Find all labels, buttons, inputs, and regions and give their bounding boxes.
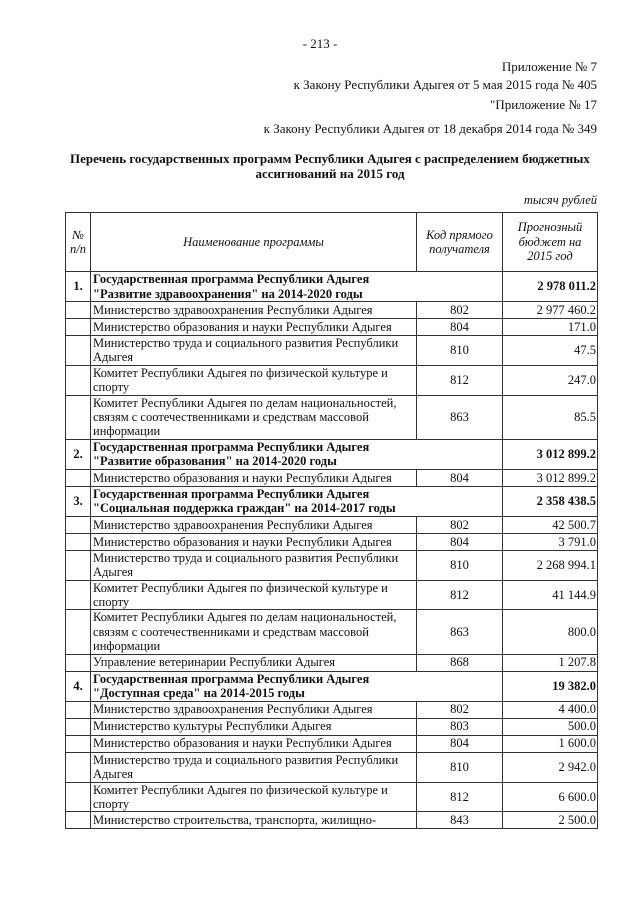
units-label: тысяч рублей	[523, 193, 597, 207]
table-header-row	[66, 213, 598, 272]
program-total: 2 358 438.5	[503, 486, 598, 516]
page-number: - 213 -	[302, 36, 338, 51]
recipient-name: Министерство образования и науки Республики Адыгея	[91, 469, 417, 486]
program-total: 3 012 899.2	[503, 439, 598, 469]
recipient-row	[66, 752, 598, 782]
recipient-code: 804	[417, 735, 503, 752]
row-number-empty	[66, 550, 91, 580]
row-number-empty	[66, 654, 91, 671]
recipient-row	[66, 395, 598, 439]
recipient-name: Министерство строительства, транспорта, жилищно-	[91, 812, 417, 829]
recipient-name: Комитет Республики Адыгея по физической культуре и спорту	[91, 580, 417, 610]
recipient-amount: 171.0	[503, 319, 598, 336]
recipient-amount: 47.5	[503, 336, 598, 366]
program-total: 2 978 011.2	[503, 272, 598, 302]
program-row	[66, 439, 598, 469]
row-number-empty	[66, 302, 91, 319]
recipient-name: Управление ветеринарии Республики Адыгея	[91, 654, 417, 671]
row-number-empty	[66, 533, 91, 550]
recipient-name: Министерство труда и социального развития Республики Адыгея	[91, 336, 417, 366]
recipient-name: Министерство здравоохранения Республики Адыгея	[91, 701, 417, 718]
recipient-amount: 500.0	[503, 718, 598, 735]
recipient-name: Министерство труда и социального развития Республики Адыгея	[91, 550, 417, 580]
row-number-empty	[66, 610, 91, 654]
recipient-code: 810	[417, 550, 503, 580]
column-header-number: № п/п	[66, 213, 91, 272]
recipient-row	[66, 782, 598, 812]
row-number-empty	[66, 580, 91, 610]
recipient-amount: 1 600.0	[503, 735, 598, 752]
appendix-number: Приложение № 7	[501, 59, 597, 74]
recipient-amount: 6 600.0	[503, 782, 598, 812]
recipient-code: 812	[417, 782, 503, 812]
program-code-empty	[417, 439, 503, 469]
recipient-code: 863	[417, 610, 503, 654]
program-number: 4.	[66, 671, 91, 701]
appendix-law-ref: к Закону Республики Адыгея от 5 мая 2015 года № 405	[293, 77, 597, 92]
row-number-empty	[66, 701, 91, 718]
recipient-row	[66, 516, 598, 533]
recipient-name: Министерство образования и науки Республики Адыгея	[91, 735, 417, 752]
row-number-empty	[66, 735, 91, 752]
original-appendix-number: "Приложение № 17	[490, 97, 597, 112]
recipient-name: Комитет Республики Адыгея по физической культуре и спорту	[91, 782, 417, 812]
recipient-name: Министерство труда и социального развития Республики Адыгея	[91, 752, 417, 782]
program-row	[66, 671, 598, 701]
recipient-amount: 2 977 460.2	[503, 302, 598, 319]
recipient-amount: 3 791.0	[503, 533, 598, 550]
program-name: Государственная программа Республики Адыгея "Социальная поддержка граждан" на 2014-2017 годы	[91, 486, 417, 516]
column-header-budget: Прогнозный бюджет на 2015 год	[503, 213, 598, 272]
recipient-code: 804	[417, 533, 503, 550]
recipient-code: 802	[417, 516, 503, 533]
recipient-name: Министерство здравоохранения Республики Адыгея	[91, 516, 417, 533]
row-number-empty	[66, 812, 91, 829]
program-name: Государственная программа Республики Адыгея "Развитие здравоохранения" на 2014-2020 годы	[91, 272, 417, 302]
recipient-name: Министерство образования и науки Республики Адыгея	[91, 533, 417, 550]
recipient-amount: 1 207.8	[503, 654, 598, 671]
recipient-amount: 2 268 994.1	[503, 550, 598, 580]
recipient-row	[66, 718, 598, 735]
recipient-amount: 85.5	[503, 395, 598, 439]
recipient-name: Комитет Республики Адыгея по делам национальностей, связям с соотечественниками и средствам массовой информации	[91, 610, 417, 654]
row-number-empty	[66, 336, 91, 366]
recipient-row	[66, 550, 598, 580]
recipient-code: 868	[417, 654, 503, 671]
recipient-code: 802	[417, 302, 503, 319]
program-row	[66, 272, 598, 302]
row-number-empty	[66, 469, 91, 486]
recipient-amount: 247.0	[503, 365, 598, 395]
row-number-empty	[66, 516, 91, 533]
original-law-ref: к Закону Республики Адыгея от 18 декабря 2014 года № 349	[263, 121, 597, 136]
program-number: 2.	[66, 439, 91, 469]
column-header-code: Код прямого получателя	[417, 213, 503, 272]
program-code-empty	[417, 272, 503, 302]
recipient-name: Министерство культуры Республики Адыгея	[91, 718, 417, 735]
recipient-name: Министерство образования и науки Республики Адыгея	[91, 319, 417, 336]
recipient-code: 812	[417, 580, 503, 610]
program-name: Государственная программа Республики Адыгея "Развитие образования" на 2014-2020 годы	[91, 439, 417, 469]
column-header-name: Наименование программы	[91, 213, 417, 272]
recipient-row	[66, 654, 598, 671]
recipient-row	[66, 735, 598, 752]
recipient-row	[66, 533, 598, 550]
program-number: 3.	[66, 486, 91, 516]
program-name: Государственная программа Республики Адыгея "Доступная среда" на 2014-2015 годы	[91, 671, 417, 701]
row-number-empty	[66, 782, 91, 812]
program-total: 19 382.0	[503, 671, 598, 701]
recipient-name: Комитет Республики Адыгея по делам национальностей, связям с соотечественниками и средствам массовой информации	[91, 395, 417, 439]
recipient-code: 863	[417, 395, 503, 439]
recipient-row	[66, 701, 598, 718]
row-number-empty	[66, 319, 91, 336]
recipient-code: 810	[417, 336, 503, 366]
recipient-code: 812	[417, 365, 503, 395]
row-number-empty	[66, 752, 91, 782]
recipient-amount: 2 942.0	[503, 752, 598, 782]
recipient-row	[66, 469, 598, 486]
recipient-amount: 2 500.0	[503, 812, 598, 829]
row-number-empty	[66, 718, 91, 735]
recipient-code: 803	[417, 718, 503, 735]
recipient-row	[66, 580, 598, 610]
programs-table	[65, 212, 598, 829]
recipient-code: 804	[417, 469, 503, 486]
recipient-name: Комитет Республики Адыгея по физической культуре и спорту	[91, 365, 417, 395]
recipient-row	[66, 336, 598, 366]
recipient-row	[66, 812, 598, 829]
program-row	[66, 486, 598, 516]
recipient-code: 810	[417, 752, 503, 782]
recipient-row	[66, 319, 598, 336]
recipient-code: 802	[417, 701, 503, 718]
row-number-empty	[66, 365, 91, 395]
program-number: 1.	[66, 272, 91, 302]
document-title: Перечень государственных программ Республики Адыгея с распределением бюджетных ассигнований на 2015 год	[70, 151, 590, 181]
recipient-amount: 42 500.7	[503, 516, 598, 533]
recipient-amount: 3 012 899.2	[503, 469, 598, 486]
recipient-code: 804	[417, 319, 503, 336]
recipient-amount: 41 144.9	[503, 580, 598, 610]
row-number-empty	[66, 395, 91, 439]
program-code-empty	[417, 486, 503, 516]
recipient-code: 843	[417, 812, 503, 829]
recipient-amount: 800.0	[503, 610, 598, 654]
recipient-row	[66, 610, 598, 654]
recipient-row	[66, 302, 598, 319]
recipient-row	[66, 365, 598, 395]
recipient-name: Министерство здравоохранения Республики Адыгея	[91, 302, 417, 319]
program-code-empty	[417, 671, 503, 701]
recipient-amount: 4 400.0	[503, 701, 598, 718]
